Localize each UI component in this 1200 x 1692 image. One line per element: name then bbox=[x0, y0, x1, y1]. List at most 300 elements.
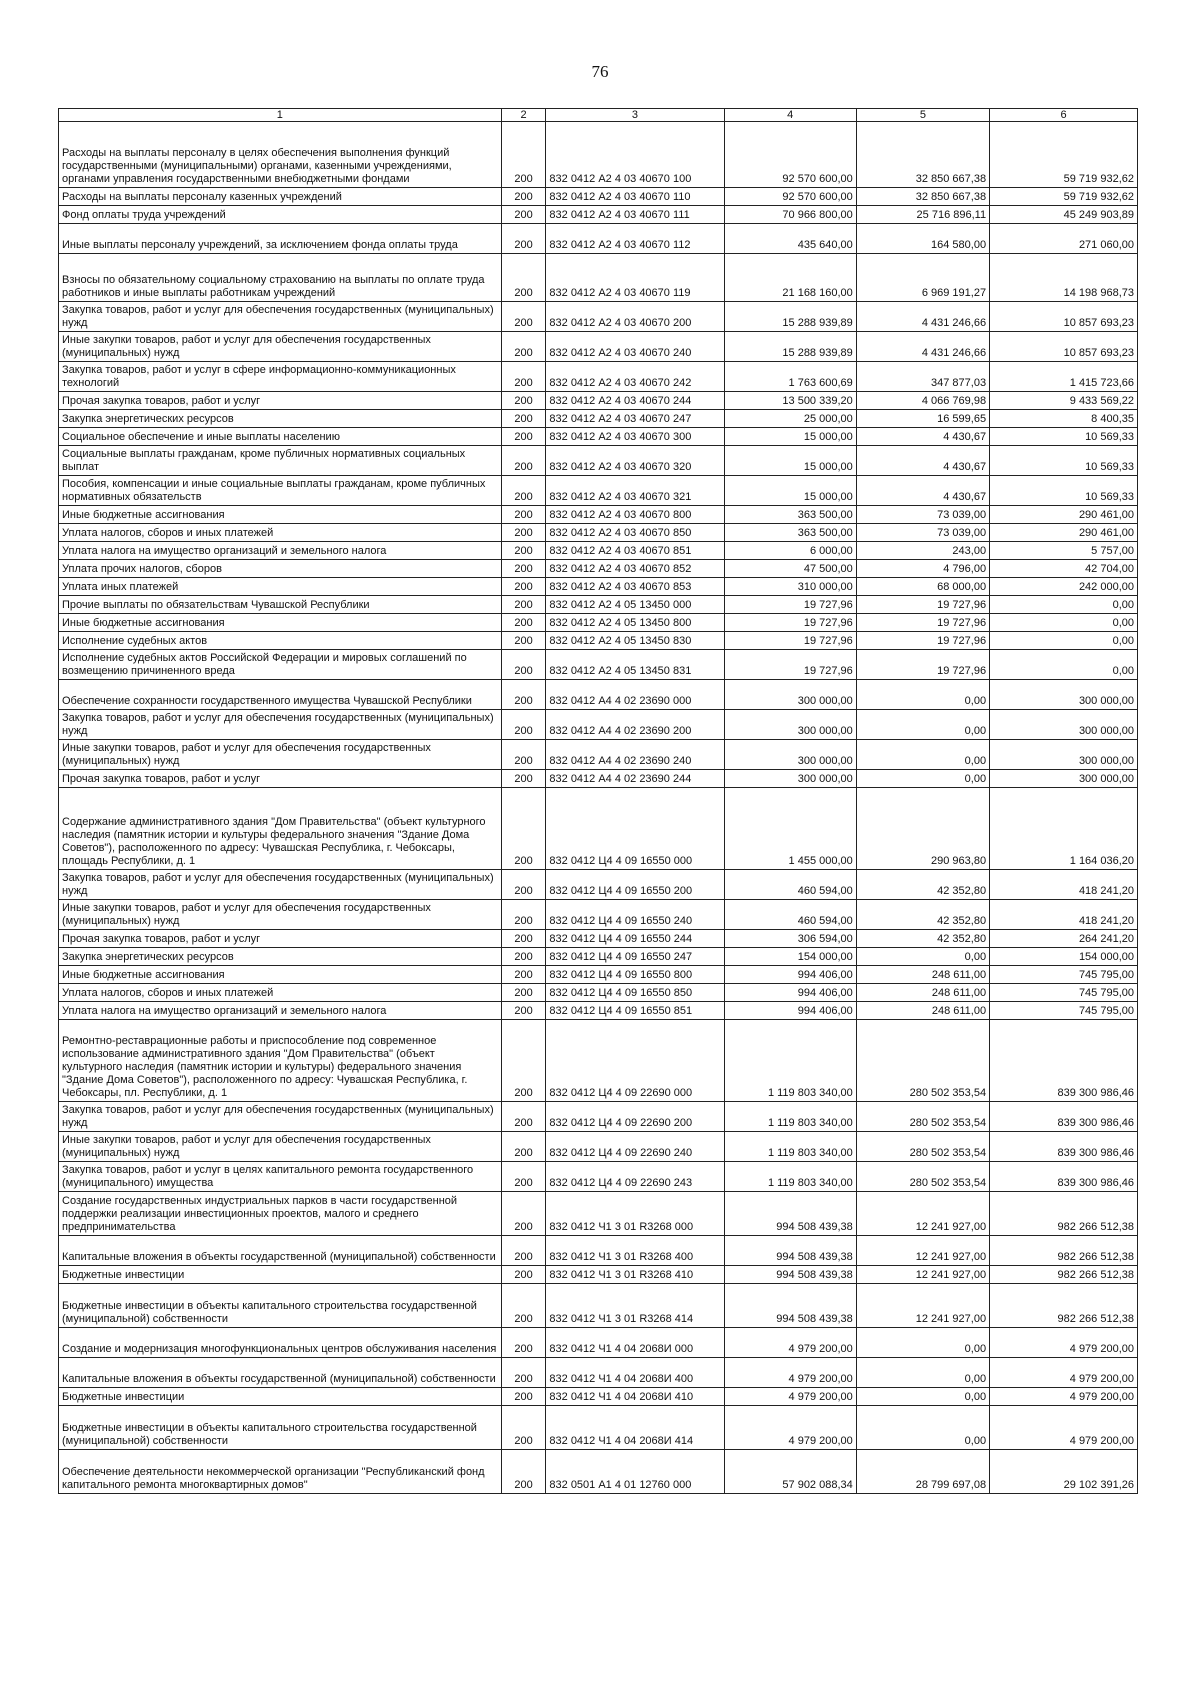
admin-code: 200 bbox=[501, 1236, 546, 1266]
row-name: Ремонтно-реставрационные работы и приспособление под современное использование административного здания "Дом Правительства" (объект культурного наследия (памятник истории и культуры) федерального значения "Здание Дома Советов"), расположенного по адресу: Чувашская Республика, г. Чебоксары, пл. Республики, д. 1 bbox=[59, 1020, 502, 1102]
unexecuted-amount: 0,00 bbox=[990, 650, 1138, 680]
unexecuted-amount: 290 461,00 bbox=[990, 524, 1138, 542]
table-row bbox=[59, 188, 1138, 206]
table-row bbox=[59, 1406, 1138, 1450]
row-name: Закупка товаров, работ и услуг в сфере информационно-коммуникационных технологий bbox=[59, 362, 502, 392]
unexecuted-amount: 839 300 986,46 bbox=[990, 1102, 1138, 1132]
approved-amount: 300 000,00 bbox=[724, 710, 856, 740]
approved-amount: 1 119 803 340,00 bbox=[724, 1020, 856, 1102]
row-name: Бюджетные инвестиции bbox=[59, 1388, 502, 1406]
approved-amount: 994 508 439,38 bbox=[724, 1236, 856, 1266]
row-name: Социальные выплаты гражданам, кроме публичных нормативных социальных выплат bbox=[59, 446, 502, 476]
budget-classification-code: 832 0412 Ц4 4 09 16550 800 bbox=[546, 966, 724, 984]
unexecuted-amount: 45 249 903,89 bbox=[990, 206, 1138, 224]
row-name: Пособия, компенсации и иные социальные выплаты гражданам, кроме публичных нормативных обязательств bbox=[59, 476, 502, 506]
approved-amount: 15 000,00 bbox=[724, 428, 856, 446]
approved-amount: 15 000,00 bbox=[724, 446, 856, 476]
row-name: Закупка товаров, работ и услуг для обеспечения государственных (муниципальных) нужд bbox=[59, 710, 502, 740]
unexecuted-amount: 9 433 569,22 bbox=[990, 392, 1138, 410]
unexecuted-amount: 300 000,00 bbox=[990, 680, 1138, 710]
row-name: Закупка энергетических ресурсов bbox=[59, 948, 502, 966]
table-row bbox=[59, 1450, 1138, 1494]
admin-code: 200 bbox=[501, 446, 546, 476]
approved-amount: 92 570 600,00 bbox=[724, 122, 856, 188]
approved-amount: 994 508 439,38 bbox=[724, 1192, 856, 1236]
executed-amount: 4 430,67 bbox=[856, 428, 989, 446]
unexecuted-amount: 982 266 512,38 bbox=[990, 1266, 1138, 1284]
approved-amount: 300 000,00 bbox=[724, 680, 856, 710]
approved-amount: 1 119 803 340,00 bbox=[724, 1162, 856, 1192]
budget-classification-code: 832 0412 Ц4 4 09 16550 850 bbox=[546, 984, 724, 1002]
admin-code: 200 bbox=[501, 476, 546, 506]
row-name: Иные закупки товаров, работ и услуг для обеспечения государственных (муниципальных) нужд bbox=[59, 900, 502, 930]
unexecuted-amount: 29 102 391,26 bbox=[990, 1450, 1138, 1494]
budget-classification-code: 832 0501 А1 4 01 12760 000 bbox=[546, 1450, 724, 1494]
table-row bbox=[59, 1002, 1138, 1020]
budget-classification-code: 832 0412 А4 4 02 23690 000 bbox=[546, 680, 724, 710]
admin-code: 200 bbox=[501, 770, 546, 788]
admin-code: 200 bbox=[501, 1132, 546, 1162]
unexecuted-amount: 839 300 986,46 bbox=[990, 1162, 1138, 1192]
unexecuted-amount: 300 000,00 bbox=[990, 740, 1138, 770]
budget-classification-code: 832 0412 А2 4 03 40670 300 bbox=[546, 428, 724, 446]
row-name: Исполнение судебных актов bbox=[59, 632, 502, 650]
executed-amount: 4 430,67 bbox=[856, 476, 989, 506]
table-row bbox=[59, 224, 1138, 254]
budget-classification-code: 832 0412 А2 4 03 40670 119 bbox=[546, 254, 724, 302]
admin-code: 200 bbox=[501, 332, 546, 362]
approved-amount: 19 727,96 bbox=[724, 614, 856, 632]
table-row bbox=[59, 710, 1138, 740]
budget-classification-code: 832 0412 А4 4 02 23690 240 bbox=[546, 740, 724, 770]
executed-amount: 6 969 191,27 bbox=[856, 254, 989, 302]
admin-code: 200 bbox=[501, 1388, 546, 1406]
table-row bbox=[59, 870, 1138, 900]
row-name: Бюджетные инвестиции в объекты капитального строительства государственной (муниципальной) собственности bbox=[59, 1406, 502, 1450]
table-row bbox=[59, 1162, 1138, 1192]
table-row bbox=[59, 740, 1138, 770]
approved-amount: 15 288 939,89 bbox=[724, 332, 856, 362]
row-name: Социальное обеспечение и иные выплаты населению bbox=[59, 428, 502, 446]
unexecuted-amount: 10 569,33 bbox=[990, 446, 1138, 476]
row-name: Закупка энергетических ресурсов bbox=[59, 410, 502, 428]
admin-code: 200 bbox=[501, 188, 546, 206]
approved-amount: 994 406,00 bbox=[724, 966, 856, 984]
row-name: Содержание административного здания "Дом Правительства" (объект культурного наследия (памятник истории и культуры федерального значения "Здание Дома Советов"), расположенного по адресу: Чувашская Республика, г. Чебоксары, площадь Республики, д. 1 bbox=[59, 788, 502, 870]
executed-amount: 73 039,00 bbox=[856, 506, 989, 524]
admin-code: 200 bbox=[501, 1020, 546, 1102]
approved-amount: 363 500,00 bbox=[724, 524, 856, 542]
admin-code: 200 bbox=[501, 524, 546, 542]
approved-amount: 19 727,96 bbox=[724, 632, 856, 650]
table-row bbox=[59, 302, 1138, 332]
table-row bbox=[59, 410, 1138, 428]
row-name: Уплата налогов, сборов и иных платежей bbox=[59, 984, 502, 1002]
unexecuted-amount: 1 415 723,66 bbox=[990, 362, 1138, 392]
page-number: 76 bbox=[591, 62, 609, 81]
unexecuted-amount: 4 979 200,00 bbox=[990, 1328, 1138, 1358]
row-name: Капитальные вложения в объекты государственной (муниципальной) собственности bbox=[59, 1358, 502, 1388]
table-row bbox=[59, 770, 1138, 788]
admin-code: 200 bbox=[501, 930, 546, 948]
executed-amount: 12 241 927,00 bbox=[856, 1236, 989, 1266]
unexecuted-amount: 4 979 200,00 bbox=[990, 1358, 1138, 1388]
admin-code: 200 bbox=[501, 632, 546, 650]
approved-amount: 435 640,00 bbox=[724, 224, 856, 254]
executed-amount: 248 611,00 bbox=[856, 966, 989, 984]
approved-amount: 21 168 160,00 bbox=[724, 254, 856, 302]
approved-amount: 47 500,00 bbox=[724, 560, 856, 578]
admin-code: 200 bbox=[501, 900, 546, 930]
row-name: Закупка товаров, работ и услуг для обеспечения государственных (муниципальных) нужд bbox=[59, 1102, 502, 1132]
executed-amount: 12 241 927,00 bbox=[856, 1284, 989, 1328]
budget-classification-code: 832 0412 А2 4 03 40670 321 bbox=[546, 476, 724, 506]
budget-classification-code: 832 0412 Ц4 4 09 16550 247 bbox=[546, 948, 724, 966]
table-row bbox=[59, 560, 1138, 578]
table-row bbox=[59, 1388, 1138, 1406]
admin-code: 200 bbox=[501, 392, 546, 410]
budget-classification-code: 832 0412 А2 4 03 40670 112 bbox=[546, 224, 724, 254]
executed-amount: 32 850 667,38 bbox=[856, 188, 989, 206]
table-row bbox=[59, 596, 1138, 614]
approved-amount: 300 000,00 bbox=[724, 770, 856, 788]
approved-amount: 4 979 200,00 bbox=[724, 1406, 856, 1450]
unexecuted-amount: 10 857 693,23 bbox=[990, 302, 1138, 332]
approved-amount: 15 000,00 bbox=[724, 476, 856, 506]
table-row bbox=[59, 1328, 1138, 1358]
approved-amount: 25 000,00 bbox=[724, 410, 856, 428]
unexecuted-amount: 982 266 512,38 bbox=[990, 1284, 1138, 1328]
table-row bbox=[59, 362, 1138, 392]
admin-code: 200 bbox=[501, 710, 546, 740]
executed-amount: 347 877,03 bbox=[856, 362, 989, 392]
budget-classification-code: 832 0412 А2 4 03 40670 100 bbox=[546, 122, 724, 188]
table-row bbox=[59, 506, 1138, 524]
table-row bbox=[59, 1102, 1138, 1132]
unexecuted-amount: 300 000,00 bbox=[990, 770, 1138, 788]
row-name: Закупка товаров, работ и услуг для обеспечения государственных (муниципальных) нужд bbox=[59, 302, 502, 332]
row-name: Иные закупки товаров, работ и услуг для обеспечения государственных (муниципальных) нужд bbox=[59, 740, 502, 770]
executed-amount: 4 431 246,66 bbox=[856, 302, 989, 332]
admin-code: 200 bbox=[501, 614, 546, 632]
unexecuted-amount: 1 164 036,20 bbox=[990, 788, 1138, 870]
executed-amount: 42 352,80 bbox=[856, 930, 989, 948]
budget-classification-code: 832 0412 А2 4 03 40670 851 bbox=[546, 542, 724, 560]
column-header: 3 bbox=[546, 109, 724, 122]
admin-code: 200 bbox=[501, 506, 546, 524]
approved-amount: 363 500,00 bbox=[724, 506, 856, 524]
admin-code: 200 bbox=[501, 966, 546, 984]
budget-classification-code: 832 0412 Ц4 4 09 22690 243 bbox=[546, 1162, 724, 1192]
executed-amount: 32 850 667,38 bbox=[856, 122, 989, 188]
table-row bbox=[59, 542, 1138, 560]
row-name: Иные выплаты персоналу учреждений, за исключением фонда оплаты труда bbox=[59, 224, 502, 254]
unexecuted-amount: 290 461,00 bbox=[990, 506, 1138, 524]
budget-classification-code: 832 0412 А2 4 03 40670 111 bbox=[546, 206, 724, 224]
budget-classification-code: 832 0412 Ц4 4 09 22690 200 bbox=[546, 1102, 724, 1132]
unexecuted-amount: 0,00 bbox=[990, 596, 1138, 614]
admin-code: 200 bbox=[501, 1284, 546, 1328]
row-name: Прочая закупка товаров, работ и услуг bbox=[59, 930, 502, 948]
row-name: Обеспечение деятельности некоммерческой организации "Республиканский фонд капитального ремонта многоквартирных домов" bbox=[59, 1450, 502, 1494]
executed-amount: 73 039,00 bbox=[856, 524, 989, 542]
approved-amount: 1 119 803 340,00 bbox=[724, 1132, 856, 1162]
unexecuted-amount: 59 719 932,62 bbox=[990, 188, 1138, 206]
approved-amount: 460 594,00 bbox=[724, 900, 856, 930]
executed-amount: 164 580,00 bbox=[856, 224, 989, 254]
row-name: Создание государственных индустриальных парков в части государственной поддержки реализации инвестиционных проектов, малого и среднего предпринимательства bbox=[59, 1192, 502, 1236]
executed-amount: 248 611,00 bbox=[856, 1002, 989, 1020]
executed-amount: 19 727,96 bbox=[856, 596, 989, 614]
budget-classification-code: 832 0412 Ц4 4 09 16550 240 bbox=[546, 900, 724, 930]
executed-amount: 19 727,96 bbox=[856, 650, 989, 680]
executed-amount: 4 796,00 bbox=[856, 560, 989, 578]
executed-amount: 243,00 bbox=[856, 542, 989, 560]
row-name: Закупка товаров, работ и услуг в целях капитального ремонта государственного (муниципального) имущества bbox=[59, 1162, 502, 1192]
unexecuted-amount: 839 300 986,46 bbox=[990, 1132, 1138, 1162]
admin-code: 200 bbox=[501, 362, 546, 392]
admin-code: 200 bbox=[501, 578, 546, 596]
table-row bbox=[59, 650, 1138, 680]
executed-amount: 42 352,80 bbox=[856, 870, 989, 900]
table-row bbox=[59, 122, 1138, 188]
unexecuted-amount: 154 000,00 bbox=[990, 948, 1138, 966]
approved-amount: 4 979 200,00 bbox=[724, 1388, 856, 1406]
executed-amount: 42 352,80 bbox=[856, 900, 989, 930]
executed-amount: 290 963,80 bbox=[856, 788, 989, 870]
admin-code: 200 bbox=[501, 302, 546, 332]
budget-classification-code: 832 0412 А2 4 03 40670 244 bbox=[546, 392, 724, 410]
row-name: Закупка товаров, работ и услуг для обеспечения государственных (муниципальных) нужд bbox=[59, 870, 502, 900]
unexecuted-amount: 59 719 932,62 bbox=[990, 122, 1138, 188]
column-header: 1 bbox=[59, 109, 502, 122]
budget-classification-code: 832 0412 А2 4 03 40670 240 bbox=[546, 332, 724, 362]
budget-classification-code: 832 0412 А2 4 05 13450 000 bbox=[546, 596, 724, 614]
unexecuted-amount: 418 241,20 bbox=[990, 900, 1138, 930]
budget-classification-code: 832 0412 А2 4 03 40670 110 bbox=[546, 188, 724, 206]
budget-classification-code: 832 0412 Ц4 4 09 16550 200 bbox=[546, 870, 724, 900]
table-row bbox=[59, 578, 1138, 596]
table-row bbox=[59, 332, 1138, 362]
budget-classification-code: 832 0412 Ч1 4 04 2068И 400 bbox=[546, 1358, 724, 1388]
unexecuted-amount: 4 979 200,00 bbox=[990, 1388, 1138, 1406]
admin-code: 200 bbox=[501, 1002, 546, 1020]
column-header: 5 bbox=[856, 109, 989, 122]
budget-classification-code: 832 0412 А2 4 05 13450 800 bbox=[546, 614, 724, 632]
table-row bbox=[59, 614, 1138, 632]
admin-code: 200 bbox=[501, 560, 546, 578]
unexecuted-amount: 42 704,00 bbox=[990, 560, 1138, 578]
budget-classification-code: 832 0412 А2 4 03 40670 852 bbox=[546, 560, 724, 578]
executed-amount: 68 000,00 bbox=[856, 578, 989, 596]
approved-amount: 13 500 339,20 bbox=[724, 392, 856, 410]
executed-amount: 0,00 bbox=[856, 1406, 989, 1450]
unexecuted-amount: 300 000,00 bbox=[990, 710, 1138, 740]
unexecuted-amount: 982 266 512,38 bbox=[990, 1236, 1138, 1266]
unexecuted-amount: 264 241,20 bbox=[990, 930, 1138, 948]
approved-amount: 300 000,00 bbox=[724, 740, 856, 770]
executed-amount: 0,00 bbox=[856, 1328, 989, 1358]
budget-classification-code: 832 0412 Ц4 4 09 22690 000 bbox=[546, 1020, 724, 1102]
budget-classification-code: 832 0412 А2 4 03 40670 853 bbox=[546, 578, 724, 596]
approved-amount: 4 979 200,00 bbox=[724, 1328, 856, 1358]
row-name: Уплата налога на имущество организаций и земельного налога bbox=[59, 542, 502, 560]
executed-amount: 280 502 353,54 bbox=[856, 1102, 989, 1132]
budget-classification-code: 832 0412 А2 4 03 40670 320 bbox=[546, 446, 724, 476]
column-header: 2 bbox=[501, 109, 546, 122]
table-row bbox=[59, 984, 1138, 1002]
row-name: Иные закупки товаров, работ и услуг для обеспечения государственных (муниципальных) нужд bbox=[59, 332, 502, 362]
table-row bbox=[59, 446, 1138, 476]
approved-amount: 310 000,00 bbox=[724, 578, 856, 596]
executed-amount: 16 599,65 bbox=[856, 410, 989, 428]
row-name: Капитальные вложения в объекты государственной (муниципальной) собственности bbox=[59, 1236, 502, 1266]
row-name: Иные бюджетные ассигнования bbox=[59, 966, 502, 984]
row-name: Создание и модернизация многофункциональных центров обслуживания населения bbox=[59, 1328, 502, 1358]
admin-code: 200 bbox=[501, 740, 546, 770]
executed-amount: 12 241 927,00 bbox=[856, 1266, 989, 1284]
table-row bbox=[59, 254, 1138, 302]
admin-code: 200 bbox=[501, 1358, 546, 1388]
budget-classification-code: 832 0412 Ц4 4 09 22690 240 bbox=[546, 1132, 724, 1162]
table-row bbox=[59, 930, 1138, 948]
row-name: Взносы по обязательному социальному страхованию на выплаты по оплате труда работников и иные выплаты работникам учреждений bbox=[59, 254, 502, 302]
approved-amount: 15 288 939,89 bbox=[724, 302, 856, 332]
row-name: Прочая закупка товаров, работ и услуг bbox=[59, 392, 502, 410]
table-body bbox=[59, 122, 1138, 1494]
approved-amount: 154 000,00 bbox=[724, 948, 856, 966]
table-row bbox=[59, 1358, 1138, 1388]
unexecuted-amount: 0,00 bbox=[990, 614, 1138, 632]
admin-code: 200 bbox=[501, 596, 546, 614]
budget-classification-code: 832 0412 А2 4 05 13450 831 bbox=[546, 650, 724, 680]
admin-code: 200 bbox=[501, 1266, 546, 1284]
budget-classification-code: 832 0412 Ч1 3 01 R3268 414 bbox=[546, 1284, 724, 1328]
budget-classification-code: 832 0412 А2 4 03 40670 200 bbox=[546, 302, 724, 332]
budget-classification-code: 832 0412 Ц4 4 09 16550 244 bbox=[546, 930, 724, 948]
admin-code: 200 bbox=[501, 870, 546, 900]
table-row bbox=[59, 680, 1138, 710]
unexecuted-amount: 242 000,00 bbox=[990, 578, 1138, 596]
executed-amount: 19 727,96 bbox=[856, 614, 989, 632]
approved-amount: 994 406,00 bbox=[724, 1002, 856, 1020]
executed-amount: 0,00 bbox=[856, 680, 989, 710]
table-row bbox=[59, 1236, 1138, 1266]
approved-amount: 1 119 803 340,00 bbox=[724, 1102, 856, 1132]
table-row bbox=[59, 1192, 1138, 1236]
row-name: Уплата прочих налогов, сборов bbox=[59, 560, 502, 578]
admin-code: 200 bbox=[501, 206, 546, 224]
admin-code: 200 bbox=[501, 122, 546, 188]
unexecuted-amount: 418 241,20 bbox=[990, 870, 1138, 900]
approved-amount: 994 508 439,38 bbox=[724, 1284, 856, 1328]
executed-amount: 4 066 769,98 bbox=[856, 392, 989, 410]
unexecuted-amount: 10 857 693,23 bbox=[990, 332, 1138, 362]
executed-amount: 0,00 bbox=[856, 1388, 989, 1406]
executed-amount: 4 431 246,66 bbox=[856, 332, 989, 362]
budget-classification-code: 832 0412 А4 4 02 23690 200 bbox=[546, 710, 724, 740]
table-row bbox=[59, 1132, 1138, 1162]
row-name: Уплата иных платежей bbox=[59, 578, 502, 596]
unexecuted-amount: 4 979 200,00 bbox=[990, 1406, 1138, 1450]
approved-amount: 19 727,96 bbox=[724, 596, 856, 614]
executed-amount: 0,00 bbox=[856, 948, 989, 966]
unexecuted-amount: 839 300 986,46 bbox=[990, 1020, 1138, 1102]
approved-amount: 70 966 800,00 bbox=[724, 206, 856, 224]
row-name: Уплата налогов, сборов и иных платежей bbox=[59, 524, 502, 542]
admin-code: 200 bbox=[501, 224, 546, 254]
row-name: Исполнение судебных актов Российской Федерации и мировых соглашений по возмещению причиненного вреда bbox=[59, 650, 502, 680]
executed-amount: 0,00 bbox=[856, 710, 989, 740]
budget-classification-code: 832 0412 Ц4 4 09 16550 000 bbox=[546, 788, 724, 870]
row-name: Прочие выплаты по обязательствам Чувашской Республики bbox=[59, 596, 502, 614]
executed-amount: 280 502 353,54 bbox=[856, 1132, 989, 1162]
admin-code: 200 bbox=[501, 948, 546, 966]
budget-classification-code: 832 0412 А2 4 05 13450 830 bbox=[546, 632, 724, 650]
column-header: 4 bbox=[724, 109, 856, 122]
row-name: Иные бюджетные ассигнования bbox=[59, 614, 502, 632]
approved-amount: 4 979 200,00 bbox=[724, 1358, 856, 1388]
admin-code: 200 bbox=[501, 1450, 546, 1494]
admin-code: 200 bbox=[501, 1192, 546, 1236]
unexecuted-amount: 5 757,00 bbox=[990, 542, 1138, 560]
budget-classification-code: 832 0412 Ч1 4 04 2068И 000 bbox=[546, 1328, 724, 1358]
executed-amount: 248 611,00 bbox=[856, 984, 989, 1002]
budget-classification-code: 832 0412 Ч1 4 04 2068И 410 bbox=[546, 1388, 724, 1406]
admin-code: 200 bbox=[501, 1328, 546, 1358]
row-name: Прочая закупка товаров, работ и услуг bbox=[59, 770, 502, 788]
column-header: 6 bbox=[990, 109, 1138, 122]
unexecuted-amount: 982 266 512,38 bbox=[990, 1192, 1138, 1236]
table-row bbox=[59, 788, 1138, 870]
budget-classification-code: 832 0412 А2 4 03 40670 800 bbox=[546, 506, 724, 524]
admin-code: 200 bbox=[501, 650, 546, 680]
row-name: Фонд оплаты труда учреждений bbox=[59, 206, 502, 224]
budget-classification-code: 832 0412 Ч1 4 04 2068И 414 bbox=[546, 1406, 724, 1450]
table-row bbox=[59, 948, 1138, 966]
unexecuted-amount: 8 400,35 bbox=[990, 410, 1138, 428]
approved-amount: 92 570 600,00 bbox=[724, 188, 856, 206]
budget-classification-code: 832 0412 А4 4 02 23690 244 bbox=[546, 770, 724, 788]
admin-code: 200 bbox=[501, 410, 546, 428]
row-name: Иные закупки товаров, работ и услуг для обеспечения государственных (муниципальных) нужд bbox=[59, 1132, 502, 1162]
approved-amount: 994 508 439,38 bbox=[724, 1266, 856, 1284]
unexecuted-amount: 745 795,00 bbox=[990, 966, 1138, 984]
table-row bbox=[59, 1284, 1138, 1328]
table-row bbox=[59, 632, 1138, 650]
table-row bbox=[59, 476, 1138, 506]
unexecuted-amount: 271 060,00 bbox=[990, 224, 1138, 254]
admin-code: 200 bbox=[501, 1102, 546, 1132]
table-row bbox=[59, 900, 1138, 930]
approved-amount: 1 763 600,69 bbox=[724, 362, 856, 392]
row-name: Бюджетные инвестиции bbox=[59, 1266, 502, 1284]
row-name: Обеспечение сохранности государственного имущества Чувашской Республики bbox=[59, 680, 502, 710]
budget-execution-table bbox=[58, 108, 1138, 1494]
approved-amount: 57 902 088,34 bbox=[724, 1450, 856, 1494]
table-row bbox=[59, 524, 1138, 542]
table-row bbox=[59, 206, 1138, 224]
budget-classification-code: 832 0412 Ч1 3 01 R3268 000 bbox=[546, 1192, 724, 1236]
approved-amount: 1 455 000,00 bbox=[724, 788, 856, 870]
approved-amount: 6 000,00 bbox=[724, 542, 856, 560]
row-name: Иные бюджетные ассигнования bbox=[59, 506, 502, 524]
unexecuted-amount: 745 795,00 bbox=[990, 984, 1138, 1002]
budget-classification-code: 832 0412 А2 4 03 40670 850 bbox=[546, 524, 724, 542]
row-name: Расходы на выплаты персоналу в целях обеспечения выполнения функций государственными (муниципальными) органами, казенными учреждениями, органами управления государственными внебюджетными фондами bbox=[59, 122, 502, 188]
admin-code: 200 bbox=[501, 1406, 546, 1450]
table-row bbox=[59, 1020, 1138, 1102]
